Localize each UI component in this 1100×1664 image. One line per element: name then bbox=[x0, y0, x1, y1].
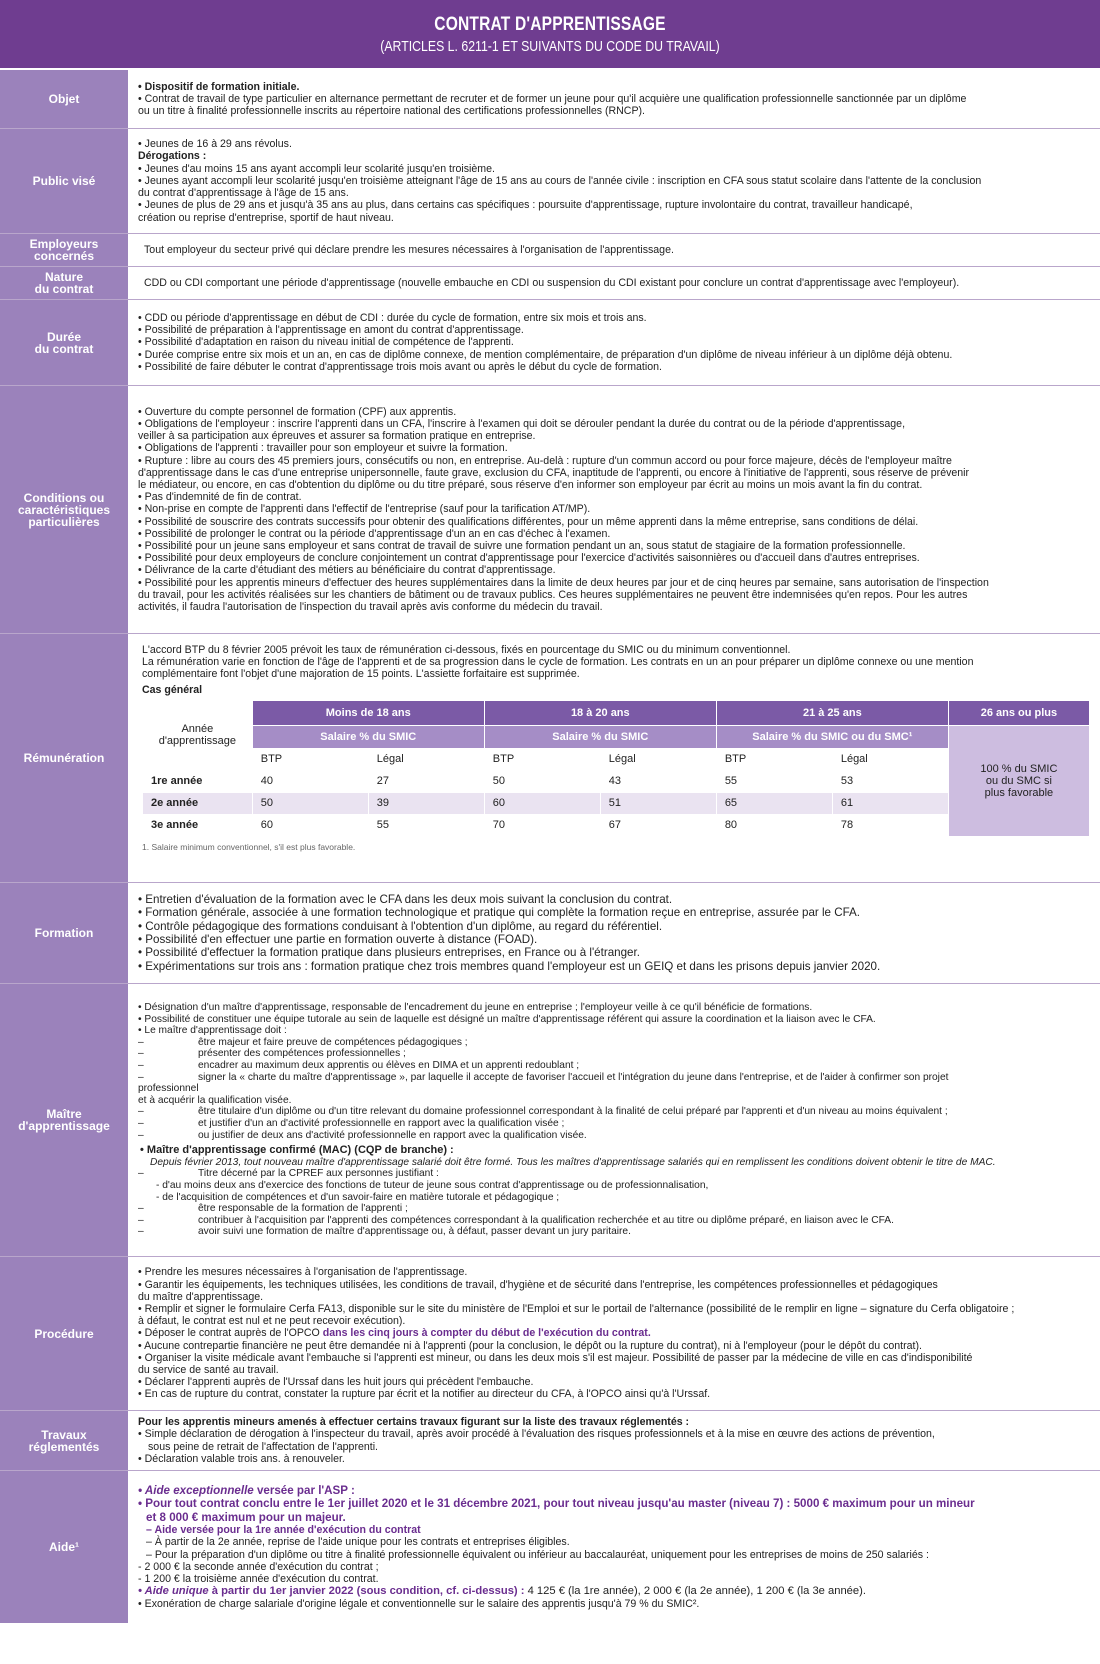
dash-item bbox=[138, 1130, 1090, 1142]
table-cell: 50 bbox=[484, 770, 600, 792]
col-legal: Légal bbox=[832, 748, 948, 770]
text-line: – À partir de la 2e année, reprise de l'aide unique pour les contrats et entreprises éligibles. bbox=[146, 1536, 570, 1549]
row-content-formation bbox=[128, 883, 1100, 983]
remuneration-table bbox=[142, 700, 1090, 837]
dash-item bbox=[138, 1215, 1090, 1227]
text-span: 4 125 € (la 1re année), 2 000 € (la 2e année), 1 200 € (la 3e année). bbox=[524, 1585, 866, 1598]
dash-mark: – bbox=[138, 1168, 144, 1180]
row-label-procedure bbox=[0, 1257, 128, 1410]
table-cell: 27 bbox=[368, 770, 484, 792]
label-text: Nature bbox=[44, 270, 83, 284]
table-cell: 67 bbox=[600, 814, 716, 836]
table-cell: 40 bbox=[252, 770, 368, 792]
text-line: et à acquérir la qualification visée. bbox=[138, 1094, 292, 1106]
label-text: caractéristiques bbox=[17, 502, 111, 517]
text-line: professionnel bbox=[138, 1083, 199, 1095]
text-line bbox=[138, 1585, 1090, 1598]
dash-mark: – bbox=[138, 1060, 144, 1072]
label-text: Maître bbox=[46, 1107, 82, 1121]
row-content-procedure bbox=[128, 1257, 1100, 1410]
dash-mark: – bbox=[138, 1226, 144, 1238]
table-cell: 61 bbox=[832, 792, 948, 814]
page-title: CONTRAT D'APPRENTISSAGE bbox=[434, 13, 666, 35]
row-content-employeurs bbox=[128, 234, 1100, 266]
row-remuneration bbox=[0, 634, 1100, 883]
dash-item bbox=[138, 1048, 1090, 1060]
contract-table bbox=[0, 70, 1100, 1623]
text-line: La rémunération varie en fonction de l'âge de l'apprenti et de sa progression dans le cycle de formation. Les contrats en un an pour préparer un diplôme connexe ou une mention bbox=[142, 656, 974, 669]
dash-item bbox=[138, 1118, 1090, 1130]
text-line: • Possibilité de prolonger le contrat ou la période d'apprentissage d'un an en cas d'échec à l'examen. bbox=[138, 527, 611, 540]
text-line: • CDD ou période d'apprentissage en début de CDI : durée du cycle de formation, entre six mois et trois ans. bbox=[138, 311, 647, 324]
text-line: • Pas d'indemnité de fin de contrat. bbox=[138, 491, 302, 504]
text-line: • Organiser la visite médicale avant l'embauche si l'apprenti est mineur, ou dans les deux mois s'il est majeur. Possibilité de passer par la médecine de ville en cas d'indisponibilité bbox=[138, 1351, 973, 1364]
text-line: • Possibilité de préparation à l'apprentissage en amont du contrat d'apprentissage. bbox=[138, 324, 524, 337]
label-text: particulières bbox=[28, 514, 100, 529]
age-header-line: Année bbox=[181, 723, 214, 736]
text-line: • Possibilité pour les apprentis mineurs d'effectuer des heures supplémentaires dans la limite de deux heures par jour et de cinq heures par semaine, sans autorisation de l'inspection bbox=[138, 576, 989, 589]
label-text: Objet bbox=[48, 92, 80, 106]
text-line: • Remplir et signer le formulaire Cerfa FA13, disponible sur le site du ministère de l'Emploi et sur le portail de l'alternance (possibilité de le remplir en ligne – signature du Cerfa obligatoire ; bbox=[138, 1302, 1015, 1315]
text-line: être responsable de la formation de l'apprenti ; bbox=[198, 1203, 408, 1215]
text-line: • Prendre les mesures nécessaires à l'organisation de l'apprentissage. bbox=[138, 1266, 468, 1279]
text-line: • Déclaration valable trois ans. à renouveler. bbox=[138, 1452, 345, 1465]
text-line: signer la « charte du maître d'apprentissage », par laquelle il accepte de favoriser l'accueil et l'intégration du jeune dans l'entreprise, et de l'aider à confirmer son projet bbox=[198, 1071, 949, 1083]
row-label-duree bbox=[0, 300, 128, 385]
label-text: Rémunération bbox=[23, 751, 105, 765]
table-cell: 55 bbox=[716, 770, 832, 792]
year-label: 1re année bbox=[143, 770, 253, 792]
text-line: ou justifier de deux ans d'activité professionnelle en rapport avec la qualification visée. bbox=[198, 1129, 587, 1141]
label-text: Public visé bbox=[32, 174, 96, 188]
text-line: • Contrat de travail de type particulier en alternance permettant de recruter et de former un jeune pour qu'il acquière une qualification professionnelle sanctionnée par un diplôme bbox=[138, 92, 967, 105]
age-header-line: d'apprentissage bbox=[158, 735, 237, 748]
label-text: Durée bbox=[46, 329, 81, 344]
text-line: • Expérimentations sur trois ans : formation pratique chez trois membres quand l'employeur est un GEIQ et dans les prisons depuis janvier 2020. bbox=[138, 959, 881, 973]
dash-item bbox=[138, 1203, 1090, 1215]
dash-mark: – bbox=[138, 1106, 144, 1118]
dash-mark: – bbox=[138, 1214, 144, 1226]
table-cell: 78 bbox=[832, 814, 948, 836]
text-line: Dérogations : bbox=[138, 150, 207, 163]
text-line: présenter des compétences professionnelles ; bbox=[198, 1048, 406, 1060]
text-line: • Pour tout contrat conclu entre le 1er juillet 2020 et le 31 décembre 2021, pour tout niveau jusqu'au master (niveau 7) : 5000 € maximum pour un mineur bbox=[138, 1497, 975, 1511]
highlight-text: versée par l'ASP : bbox=[253, 1483, 355, 1497]
table-cell: 39 bbox=[368, 792, 484, 814]
table-cell: 65 bbox=[716, 792, 832, 814]
label-text: Formation bbox=[34, 926, 94, 940]
row-procedure bbox=[0, 1257, 1100, 1411]
row-nature bbox=[0, 267, 1100, 300]
row-content-nature bbox=[128, 267, 1100, 299]
text-line: • En cas de rupture du contrat, constater la rupture par écrit et la notifier au directeur du CFA, à l'OPCO ainsi qu'à l'Urssaf. bbox=[138, 1388, 711, 1401]
dash-item bbox=[138, 1037, 1090, 1049]
text-line: • Jeunes d'au moins 15 ans ayant accompli leur scolarité jusqu'en troisième. bbox=[138, 162, 495, 175]
row-public bbox=[0, 129, 1100, 234]
text-line: le médiateur, ou encore, en cas d'obtention du diplôme ou du titre préparé, sous réserve d'en informer son employeur par écrit au moins un mois avant la fin du contrat. bbox=[138, 478, 923, 491]
row-label-objet bbox=[0, 70, 128, 128]
dash-item bbox=[138, 1226, 1090, 1238]
col-btp: BTP bbox=[716, 748, 832, 770]
subheader-salaire: Salaire % du SMIC ou du SMC¹ bbox=[716, 725, 948, 748]
text-line: • Possibilité d'adaptation en raison du niveau initial de compétence de l'apprenti. bbox=[138, 336, 514, 349]
row-label-public bbox=[0, 129, 128, 233]
text-line: • Obligations de l'apprenti : travailler pour son employeur et suivre la formation. bbox=[138, 442, 508, 455]
row-content-public bbox=[128, 129, 1100, 233]
text-line bbox=[138, 1327, 1090, 1339]
col-header-21-25: 21 à 25 ans bbox=[716, 700, 948, 725]
dash-item bbox=[138, 1168, 1090, 1180]
text-line: • Jeunes de 16 à 29 ans révolus. bbox=[138, 138, 292, 151]
dash-mark: – bbox=[138, 1203, 144, 1215]
col-header-26-plus: 26 ans ou plus bbox=[948, 700, 1089, 725]
highlight-text: • Aide exceptionnelle bbox=[138, 1483, 254, 1497]
dash-item bbox=[138, 1072, 1090, 1084]
text-line: • Durée comprise entre six mois et un an, en cas de diplôme connexe, de mention complémentaire, de préparation d'un diplôme de niveau inférieur à un diplôme déjà obtenu. bbox=[138, 348, 953, 361]
table-cell: 50 bbox=[252, 792, 368, 814]
plus-26-line: ou du SMC si bbox=[985, 774, 1052, 787]
row-travaux bbox=[0, 1411, 1100, 1471]
label-text: Conditions ou bbox=[23, 490, 105, 505]
text-line: - 1 200 € la troisième année d'exécution du contrat. bbox=[138, 1573, 379, 1586]
text-line: complémentaire font l'objet d'une majoration de 15 points. L'assiette forfaitaire est supprimée. bbox=[142, 668, 580, 681]
row-duree bbox=[0, 300, 1100, 386]
col-header-under-18: Moins de 18 ans bbox=[252, 700, 484, 725]
text-line: Titre décerné par la CPREF aux personnes justifiant : bbox=[198, 1168, 439, 1180]
label-text: d'apprentissage bbox=[18, 1119, 110, 1133]
table-cell: 70 bbox=[484, 814, 600, 836]
text-line: • Entretien d'évaluation de la formation avec le CFA dans les deux mois suivant la conclusion du contrat. bbox=[138, 892, 673, 906]
row-employeurs bbox=[0, 234, 1100, 267]
row-label-travaux bbox=[0, 1411, 128, 1470]
label-text: Procédure bbox=[34, 1326, 94, 1341]
text-line: sous peine de retrait de l'affectation de l'apprenti. bbox=[148, 1440, 379, 1453]
table-row bbox=[143, 792, 1090, 814]
year-label: 3e année bbox=[143, 814, 253, 836]
table-cell: 80 bbox=[716, 814, 832, 836]
text-line: • Jeunes de plus de 29 ans et jusqu'à 35 ans au plus, dans certains cas spécifiques : poursuite d'apprentissage, rupture involontaire du contrat, travailleur handicapé, bbox=[138, 199, 913, 212]
text-line: • Possibilité d'effectuer la formation pratique dans plusieurs entreprises, en France ou à l'étranger. bbox=[138, 946, 640, 960]
text-line: et justifier d'un an d'activité professionnelle en rapport avec la qualification visée ; bbox=[198, 1118, 565, 1129]
row-content-aide bbox=[128, 1471, 1100, 1623]
text-line: • Obligations de l'employeur : inscrire l'apprenti dans un CFA, l'inscrire à l'examen qui doit se dérouler pendant la durée du contrat ou de la période d'apprentissage, bbox=[138, 417, 906, 430]
text-line: ou un titre à finalité professionnelle inscrits au répertoire national des certifications professionnelles (RNCP). bbox=[138, 105, 645, 118]
text-line: CDD ou CDI comportant une période d'apprentissage (nouvelle embauche en CDI ou suspension du CDI existant pour conclure un contrat d'apprentissage avec l'employeur). bbox=[144, 276, 960, 289]
text-line: • Exonération de charge salariale d'origine légale et conventionnelle sur le salaire des apprentis jusqu'à 79 % du SMIC². bbox=[138, 1598, 700, 1611]
plus-26-line: plus favorable bbox=[984, 786, 1054, 799]
plus-26-cell bbox=[948, 725, 1089, 836]
text-line: L'accord BTP du 8 février 2005 prévoit les taux de rémunération ci-dessous, fixés en pourcentage du SMIC ou du minimum conventionnel. bbox=[142, 644, 791, 656]
table-row bbox=[143, 770, 1090, 792]
table-cell: 51 bbox=[600, 792, 716, 814]
highlight-text: à partir du 1er janvier 2022 (sous condition, cf. ci-dessus) : bbox=[208, 1585, 525, 1598]
row-objet bbox=[0, 70, 1100, 129]
label-text: concernés bbox=[33, 249, 94, 263]
label-text: Aide¹ bbox=[49, 1540, 79, 1554]
dash-mark: – bbox=[138, 1071, 144, 1083]
row-label-remuneration bbox=[0, 634, 128, 882]
text-line: • Jeunes ayant accompli leur scolarité jusqu'en troisième atteignant l'âge de 15 ans au cours de l'année civile : inscription en CFA sous statut scolaire dans l'attente de la conclusion bbox=[138, 174, 982, 187]
text-line: du travail, pour les activités réalisées sur les chantiers de bâtiment ou de travaux publics. Ces heures supplémentaires ne peuvent être indemnisées qu'en repos. Pour les autres bbox=[138, 588, 968, 601]
highlight-text: dans les cinq jours à compter du début de l'exécution du contrat. bbox=[322, 1327, 651, 1340]
subheader-salaire: Salaire % du SMIC bbox=[252, 725, 484, 748]
text-line: contribuer à l'acquisition par l'apprenti des compétences correspondant à la qualification recherchée et au titre ou diplôme préparé, en liaison avec le CFA. bbox=[198, 1214, 894, 1226]
text-line: • Non-prise en compte de l'apprenti dans l'effectif de l'entreprise (sauf pour la tarification AT/MP). bbox=[138, 503, 591, 516]
table-footnote: 1. Salaire minimum conventionnel, s'il est plus favorable. bbox=[142, 841, 356, 852]
row-content-objet bbox=[128, 70, 1100, 128]
text-line: • Dispositif de formation initiale. bbox=[138, 80, 300, 93]
text-line: et 8 000 € maximum pour un majeur. bbox=[146, 1510, 346, 1524]
table-cell: 43 bbox=[600, 770, 716, 792]
col-btp: BTP bbox=[252, 748, 368, 770]
text-line: activités, il faudra l'autorisation de l'inspection du travail après avis conforme du médecin du travail. bbox=[138, 601, 603, 614]
text-line: - de l'acquisition de compétences et d'un savoir-faire en matière tutorale et pédagogique ; bbox=[156, 1191, 560, 1203]
age-header bbox=[143, 700, 253, 770]
page-header bbox=[0, 0, 1100, 68]
text-line: avoir suivi une formation de maître d'apprentissage ou, à défaut, passer devant un jury paritaire. bbox=[198, 1226, 631, 1238]
label-text: réglementés bbox=[28, 1439, 100, 1454]
text-line: Pour les apprentis mineurs amenés à effectuer certains travaux figurant sur la liste des travaux réglementés : bbox=[138, 1416, 690, 1429]
text-line: • Possibilité de souscrire des contrats successifs pour obtenir des qualifications différentes, pour un même apprenti dans la même entreprise, sans conditions de délai. bbox=[138, 515, 919, 528]
text-line: du contrat d'apprentissage à l'âge de 15 ans. bbox=[138, 187, 349, 200]
row-label-conditions bbox=[0, 386, 128, 633]
text-line: – Pour la préparation d'un diplôme ou titre à finalité professionnelle équivalent ou inférieur au baccalauréat, uniquement pour les entreprises de moins de 250 salariés : bbox=[146, 1548, 929, 1561]
text-line: • Aucune contrepartie financière ne peut être demandée ni à l'apprenti (pour la conclusion, le dépôt ou la rupture du contrat), ni à l'employeur (pour le dépôt du contrat). bbox=[138, 1339, 922, 1352]
text-line: veiller à sa participation aux épreuves et assurer sa formation pratique en entreprise. bbox=[138, 430, 536, 443]
text-span: • Déposer le contrat auprès de l'OPCO bbox=[138, 1327, 323, 1340]
text-line: • Déclarer l'apprenti auprès de l'Urssaf dans les huit jours qui précèdent l'embauche. bbox=[138, 1376, 534, 1389]
page-subtitle: (ARTICLES L. 6211-1 ET SUIVANTS DU CODE DU TRAVAIL) bbox=[380, 37, 720, 55]
row-content-remuneration bbox=[128, 634, 1100, 882]
row-aide bbox=[0, 1471, 1100, 1623]
text-line: être majeur et faire preuve de compétences pédagogiques ; bbox=[198, 1036, 468, 1048]
dash-item bbox=[138, 1106, 1090, 1118]
highlight-text: • Aide unique bbox=[138, 1585, 209, 1598]
row-conditions bbox=[0, 386, 1100, 634]
row-label-nature bbox=[0, 267, 128, 299]
dash-mark: – bbox=[138, 1118, 144, 1129]
table-cell: 60 bbox=[484, 792, 600, 814]
col-legal: Légal bbox=[368, 748, 484, 770]
col-header-18-20: 18 à 20 ans bbox=[484, 700, 716, 725]
row-content-travaux bbox=[128, 1411, 1100, 1470]
dash-mark: – bbox=[138, 1048, 144, 1060]
dash-mark: – bbox=[138, 1036, 144, 1048]
label-text: Travaux bbox=[41, 1427, 87, 1442]
text-line: • Possibilité pour deux employeurs de conclure conjointement un contrat d'apprentissage pour l'exercice d'activités saisonnières ou d'accueil dans d'autres entreprises. bbox=[138, 552, 920, 565]
text-line: • Le maître d'apprentissage doit : bbox=[138, 1025, 287, 1037]
text-line: création ou reprise d'entreprise, sportif de haut niveau. bbox=[138, 211, 394, 224]
text-line: Depuis février 2013, tout nouveau maître d'apprentissage salarié doit être formé. Tous les maîtres d'apprentissage salariés qui en remplissent les conditions doivent obtenir le titre de MAC. bbox=[150, 1156, 996, 1168]
col-legal: Légal bbox=[600, 748, 716, 770]
table-cell: 55 bbox=[368, 814, 484, 836]
table-cell: 60 bbox=[252, 814, 368, 836]
text-line: • Simple déclaration de dérogation à l'inspecteur du travail, après avoir procédé à l'évaluation des risques professionnels et à la mise en œuvre des actions de prévention, bbox=[138, 1428, 935, 1441]
text-line: encadrer au maximum deux apprentis ou élèves en DIMA et un apprenti redoublant ; bbox=[198, 1060, 580, 1072]
label-text: du contrat bbox=[34, 282, 94, 296]
mac-heading: • Maître d'apprentissage confirmé (MAC) (CQP de branche) : bbox=[140, 1144, 454, 1157]
label-text: Employeurs bbox=[29, 237, 99, 251]
text-line: • Ouverture du compte personnel de formation (CPF) aux apprentis. bbox=[138, 405, 457, 418]
plus-26-line: 100 % du SMIC bbox=[980, 762, 1058, 775]
text-line: Tout employeur du secteur privé qui déclare prendre les mesures nécessaires à l'organisation de l'apprentissage. bbox=[144, 243, 674, 256]
row-content-maitre bbox=[128, 984, 1100, 1256]
text-line: • Possibilité pour un jeune sans employeur et sans contrat de travail de suivre une formation pendant un an, sous statut de stagiaire de la formation professionnelle. bbox=[138, 540, 906, 552]
text-line: • Contrôle pédagogique des formations conduisant à l'obtention d'un diplôme, au regard du référentiel. bbox=[138, 919, 663, 933]
text-line: à défaut, le contrat est nul et ne peut recevoir exécution). bbox=[138, 1315, 406, 1328]
row-label-maitre bbox=[0, 984, 128, 1256]
text-line: • Possibilité de constituer une équipe tutorale au sein de laquelle est désigné un maître d'apprentissage référent qui assure la coordination et la liaison avec le CFA. bbox=[138, 1013, 876, 1025]
dash-mark: – bbox=[138, 1129, 144, 1141]
row-maitre bbox=[0, 984, 1100, 1257]
row-label-employeurs bbox=[0, 234, 128, 266]
row-content-duree bbox=[128, 300, 1100, 385]
text-line: • Possibilité d'en effectuer une partie en formation ouverte à distance (FOAD). bbox=[138, 933, 538, 946]
text-line: du service de santé au travail. bbox=[138, 1364, 279, 1376]
row-label-formation bbox=[0, 883, 128, 983]
year-label: 2e année bbox=[143, 792, 253, 814]
text-line: • Possibilité de faire débuter le contrat d'apprentissage trois mois avant ou après le début du cycle de formation. bbox=[138, 360, 662, 373]
text-line: • Délivrance de la carte d'étudiant des métiers au bénéficiaire du contrat d'apprentissage. bbox=[138, 564, 556, 577]
text-line: – Aide versée pour la 1re année d'exécution du contrat bbox=[146, 1524, 421, 1537]
table-cell: 53 bbox=[832, 770, 948, 792]
text-line: • Garantir les équipements, les techniques utilisées, les conditions de travail, d'hygiène et de sécurité dans l'entreprise, les compétences professionnelles et pédagogiques bbox=[138, 1278, 938, 1291]
row-formation bbox=[0, 883, 1100, 984]
text-line: • Désignation d'un maître d'apprentissage, responsable de l'encadrement du jeune en entreprise ; l'employeur veille à ce qu'il bénéficie de formations. bbox=[138, 1002, 813, 1014]
col-btp: BTP bbox=[484, 748, 600, 770]
text-line: être titulaire d'un diplôme ou d'un titre relevant du domaine professionnel correspondant à la finalité de celui préparé par l'apprenti et d'un niveau au moins équivalent ; bbox=[198, 1106, 948, 1118]
text-line: - 2 000 € la seconde année d'exécution du contrat ; bbox=[138, 1560, 379, 1573]
row-label-aide bbox=[0, 1471, 128, 1623]
cas-general-heading: Cas général bbox=[142, 683, 203, 696]
subheader-salaire: Salaire % du SMIC bbox=[484, 725, 716, 748]
text-line: • Formation générale, associée à une formation technologique et pratique qui complète la formation reçue en entreprise, assurée par le CFA. bbox=[138, 906, 860, 920]
text-line: du maître d'apprentissage. bbox=[138, 1290, 264, 1303]
row-content-conditions bbox=[128, 386, 1100, 633]
text-line: d'apprentissage dans le cas d'une entreprise unipersonnelle, faute grave, exclusion du CFA, inaptitude de l'apprenti, ou encore à l'initiative de l'apprenti, sous réserve de prévenir bbox=[138, 466, 970, 479]
label-text: du contrat bbox=[34, 341, 94, 356]
dash-item bbox=[138, 1060, 1090, 1072]
table-row bbox=[143, 814, 1090, 836]
text-line bbox=[138, 1484, 1090, 1498]
text-line: • Rupture : libre au cours des 45 premiers jours, consécutifs ou non, en entreprise. Au-delà : rupture d'un commun accord ou pour force majeure, décès de l'employeur maître bbox=[138, 454, 952, 467]
text-line: - d'au moins deux ans d'exercice des fonctions de tuteur de jeune sous contrat d'apprentissage ou de professionnalisation, bbox=[156, 1179, 709, 1191]
